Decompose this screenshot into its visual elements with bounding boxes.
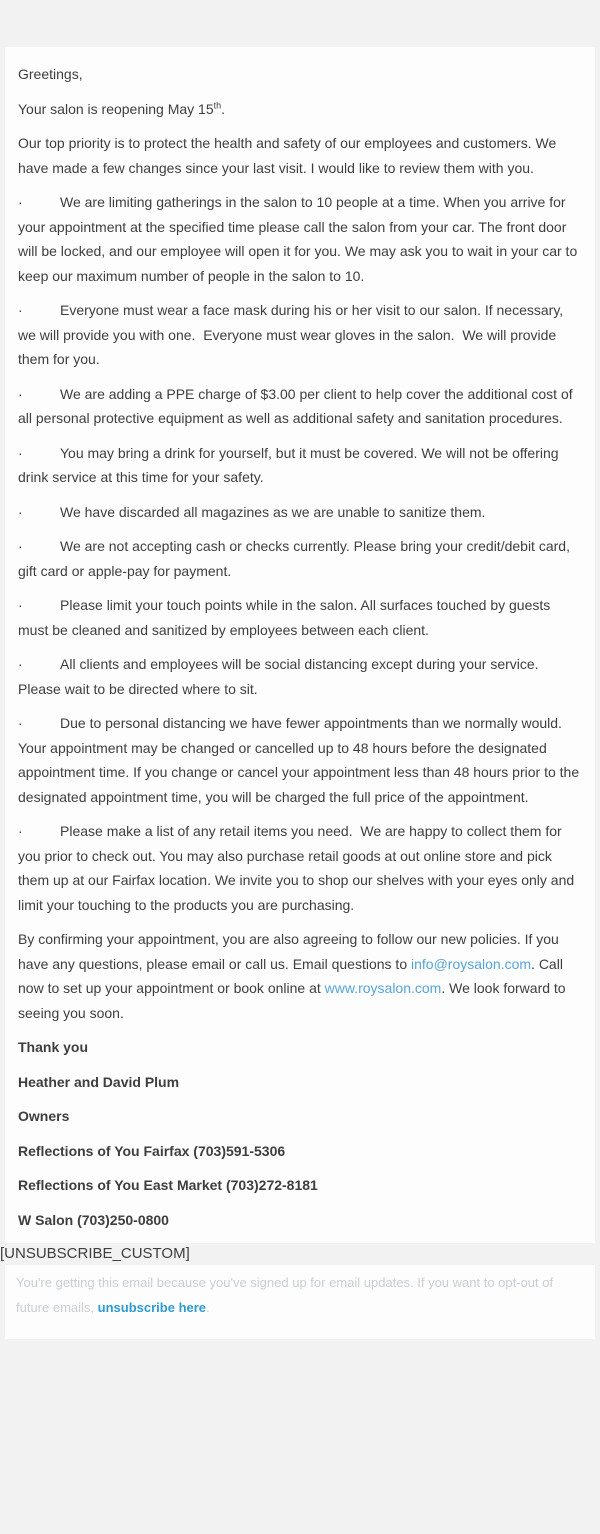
- bullet-text: We are adding a PPE charge of $3.00 per client to help cover the additional cost of all personal protective equipment as well as additional safety and sanitation procedures.: [18, 385, 573, 426]
- reopening-text: [18, 97, 582, 122]
- footer-reason-period: .: [206, 1300, 210, 1315]
- bullet-dot: ·: [18, 503, 23, 520]
- bullet-item: [18, 298, 582, 372]
- signature-block: [18, 1035, 582, 1232]
- signature-line: Thank you: [18, 1039, 89, 1055]
- bullet-dot: ·: [18, 302, 23, 318]
- reopening-post: .: [221, 100, 226, 117]
- closing-pre: By confirming your appointment, you are also agreeing to follow our new policies. If you have any questions, please email or call us. Email questions to: [18, 931, 559, 972]
- unsubscribe-link[interactable]: unsubscribe here: [97, 1300, 207, 1315]
- bullet-dot: ·: [18, 715, 23, 731]
- bullet-text: Please limit your touch points while in the salon. All surfaces touched by guests must be cleaned and sanitized by employees between each client.: [18, 597, 551, 638]
- bullet-item: [18, 441, 582, 490]
- email-address-link[interactable]: info@roysalon.com: [411, 955, 532, 972]
- bullet-text: We are not accepting cash or checks currently. Please bring your credit/debit card, gift card or apple-pay for payment.: [18, 538, 570, 579]
- signature-line: Reflections of You East Market (703)272-8181: [18, 1177, 318, 1193]
- signature-line: W Salon (703)250-0800: [18, 1211, 169, 1228]
- closing-post: . We look forward to seeing you soon.: [18, 980, 566, 1021]
- bullet-item: [18, 652, 582, 701]
- footer-card: [5, 1265, 595, 1339]
- closing-mid: . Call now to set up your appointment or book online at: [18, 955, 563, 996]
- bullet-item: [18, 819, 582, 917]
- bullet-dot: ·: [18, 444, 23, 461]
- bullet-text: All clients and employees will be social distancing except during your service. Please wait to be directed where to sit.: [18, 656, 539, 697]
- bullet-item: [18, 190, 582, 288]
- footer-reason-text: You're getting this email because you've signed up for email updates. If you want to opt-out of future emails,: [16, 1275, 554, 1315]
- bullet-dot: ·: [18, 194, 23, 210]
- bullet-item: [18, 711, 582, 809]
- signature-line: Owners: [18, 1108, 70, 1124]
- bullet-text: Everyone must wear a face mask during his or her visit to our salon. If necessary, we will provide you with one. Everyone must wear gloves in the salon. We will provide them for you.: [18, 302, 564, 367]
- unsubscribe-custom-tag: [UNSUBSCRIBE_CUSTOM]: [0, 1245, 190, 1262]
- reopening-pre: Your salon is reopening May 15: [18, 100, 214, 117]
- intro-paragraph: Our top priority is to protect the health and safety of our employees and customers. We have made a few changes since your last visit. I would like to review them with you.: [18, 135, 557, 176]
- bullet-dot: ·: [18, 656, 23, 672]
- greeting-text: Greetings,: [18, 66, 83, 82]
- bullet-text: Please make a list of any retail items you need. We are happy to collect them for you prior to check out. You may also purchase retail goods at out online store and pick them up at our Fairfax location. We invite you to shop our shelves with your eyes only and limit your touching to the products you are purchasing.: [18, 823, 575, 913]
- bullet-item: [18, 534, 582, 583]
- bullet-dot: ·: [18, 385, 23, 402]
- bullet-text: You may bring a drink for yourself, but it must be covered. We will not be offering drink service at this time for your safety.: [18, 444, 559, 485]
- bullet-dot: ·: [18, 597, 23, 613]
- policy-bullet-list: [18, 190, 582, 917]
- bullet-item: [18, 500, 582, 525]
- bullet-dot: ·: [18, 538, 23, 554]
- bullet-item: [18, 593, 582, 642]
- bullet-item: [18, 382, 582, 431]
- bullet-text: Due to personal distancing we have fewer appointments than we normally would. Your appointment may be changed or cancelled up to 48 hours before the designated appointment time. If you change or cancel your appointment less than 48 hours prior to the designated appointment time, you will be charged the full price of the appointment.: [18, 715, 580, 805]
- email-body-card: [5, 47, 595, 1243]
- bullet-text: We have discarded all magazines as we are unable to sanitize them.: [60, 503, 486, 520]
- reopening-ordinal-suffix: th: [213, 99, 222, 110]
- signature-line: Heather and David Plum: [18, 1073, 180, 1090]
- bullet-text: We are limiting gatherings in the salon to 10 people at a time. When you arrive for your appointment at the specified time please call the salon from your car. The front door will be locked, and our employee will open it for you. We may ask you to wait in your car to keep our maximum number of people in the salon to 10.: [18, 194, 578, 284]
- signature-line: Reflections of You Fairfax (703)591-5306: [18, 1142, 286, 1159]
- bullet-dot: ·: [18, 823, 23, 839]
- website-link[interactable]: www.roysalon.com: [324, 980, 442, 996]
- closing-paragraph: [18, 927, 582, 1025]
